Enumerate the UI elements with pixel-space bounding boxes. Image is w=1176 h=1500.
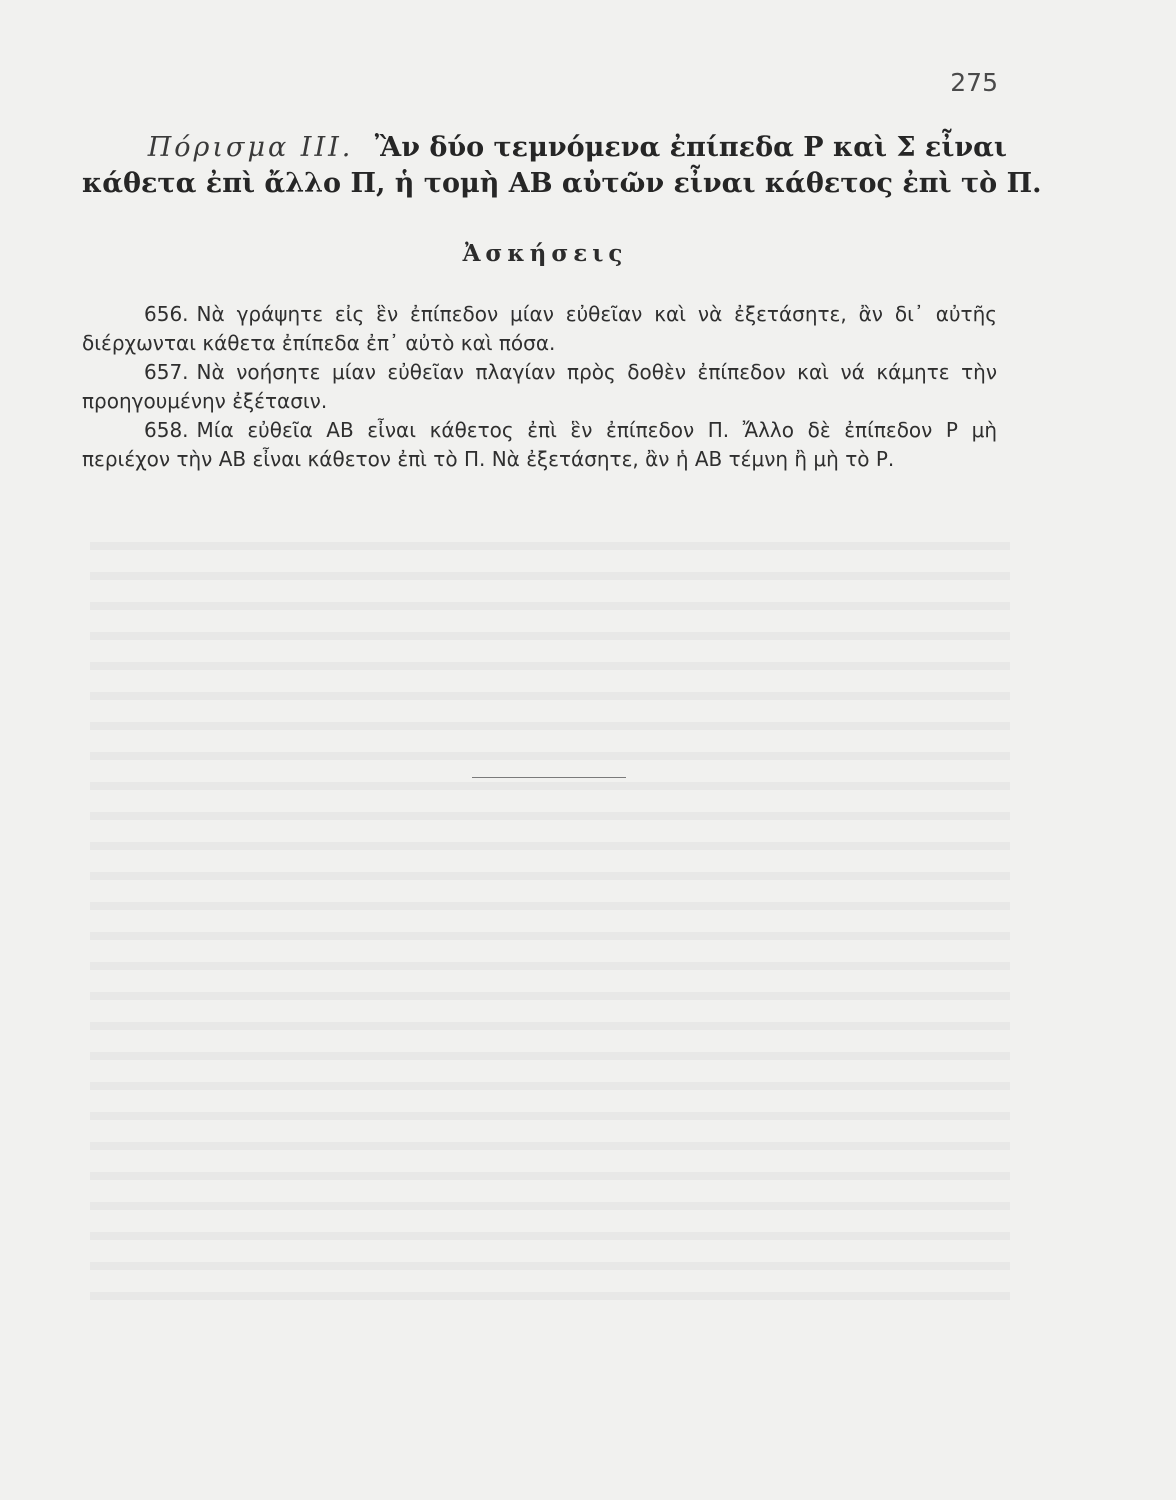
exercise-number: 658. [144,418,189,442]
corollary-label: Πόρισμα ΙΙΙ. [147,132,354,163]
show-through-background [90,520,1010,1320]
exercise-number: 657. [144,360,189,384]
page-number: 275 [950,68,998,97]
exercises-heading: Ἀσκήσεις [462,240,628,267]
exercise-text: Νὰ γράψητε εἰς ἓν ἐπίπεδον μίαν εὐθεῖαν καὶ νὰ ἐξετάσητε, ἂν δι᾽ αὐτῆς διέρχωνται κάθετα ἐπίπεδα ἐπ᾽ αὐτὸ καὶ πόσα. [82,302,997,355]
exercise-text: Νὰ νοήσητε μίαν εὐθεῖαν πλαγίαν πρὸς δοθὲν ἐπίπεδον καὶ νά κάμητε τὴν προηγουμένην ἐξέτασιν. [82,360,997,413]
exercise-number: 656. [144,302,189,326]
exercise-item-656 [82,300,997,358]
corollary-block [82,130,1042,202]
corollary-line-1 [82,130,1007,166]
exercises-list [82,300,997,474]
exercise-text: Μία εὐθεῖα ΑΒ εἶναι κάθετος ἐπὶ ἓν ἐπίπεδον Π. Ἄλλο δὲ ἐπίπεδον Ρ μὴ περιέχον τὴν ΑΒ εἶναι κάθετον ἐπὶ τὸ Π. Νὰ ἐξετάσητε, ἂν ἡ ΑΒ τέμνη ἢ μὴ τὸ Ρ. [82,418,997,471]
exercise-item-657 [82,358,997,416]
corollary-statement-end: κάθετα ἐπὶ ἄλλο Π, ἡ τομὴ ΑΒ αὐτῶν εἶναι κάθετος ἐπὶ τὸ Π. [82,168,1042,199]
exercise-item-658 [82,416,997,474]
corollary-statement-start: Ἂν δύο τεμνόμενα ἐπίπεδα Ρ καὶ Σ εἶναι [374,132,1007,163]
section-divider [472,777,626,778]
